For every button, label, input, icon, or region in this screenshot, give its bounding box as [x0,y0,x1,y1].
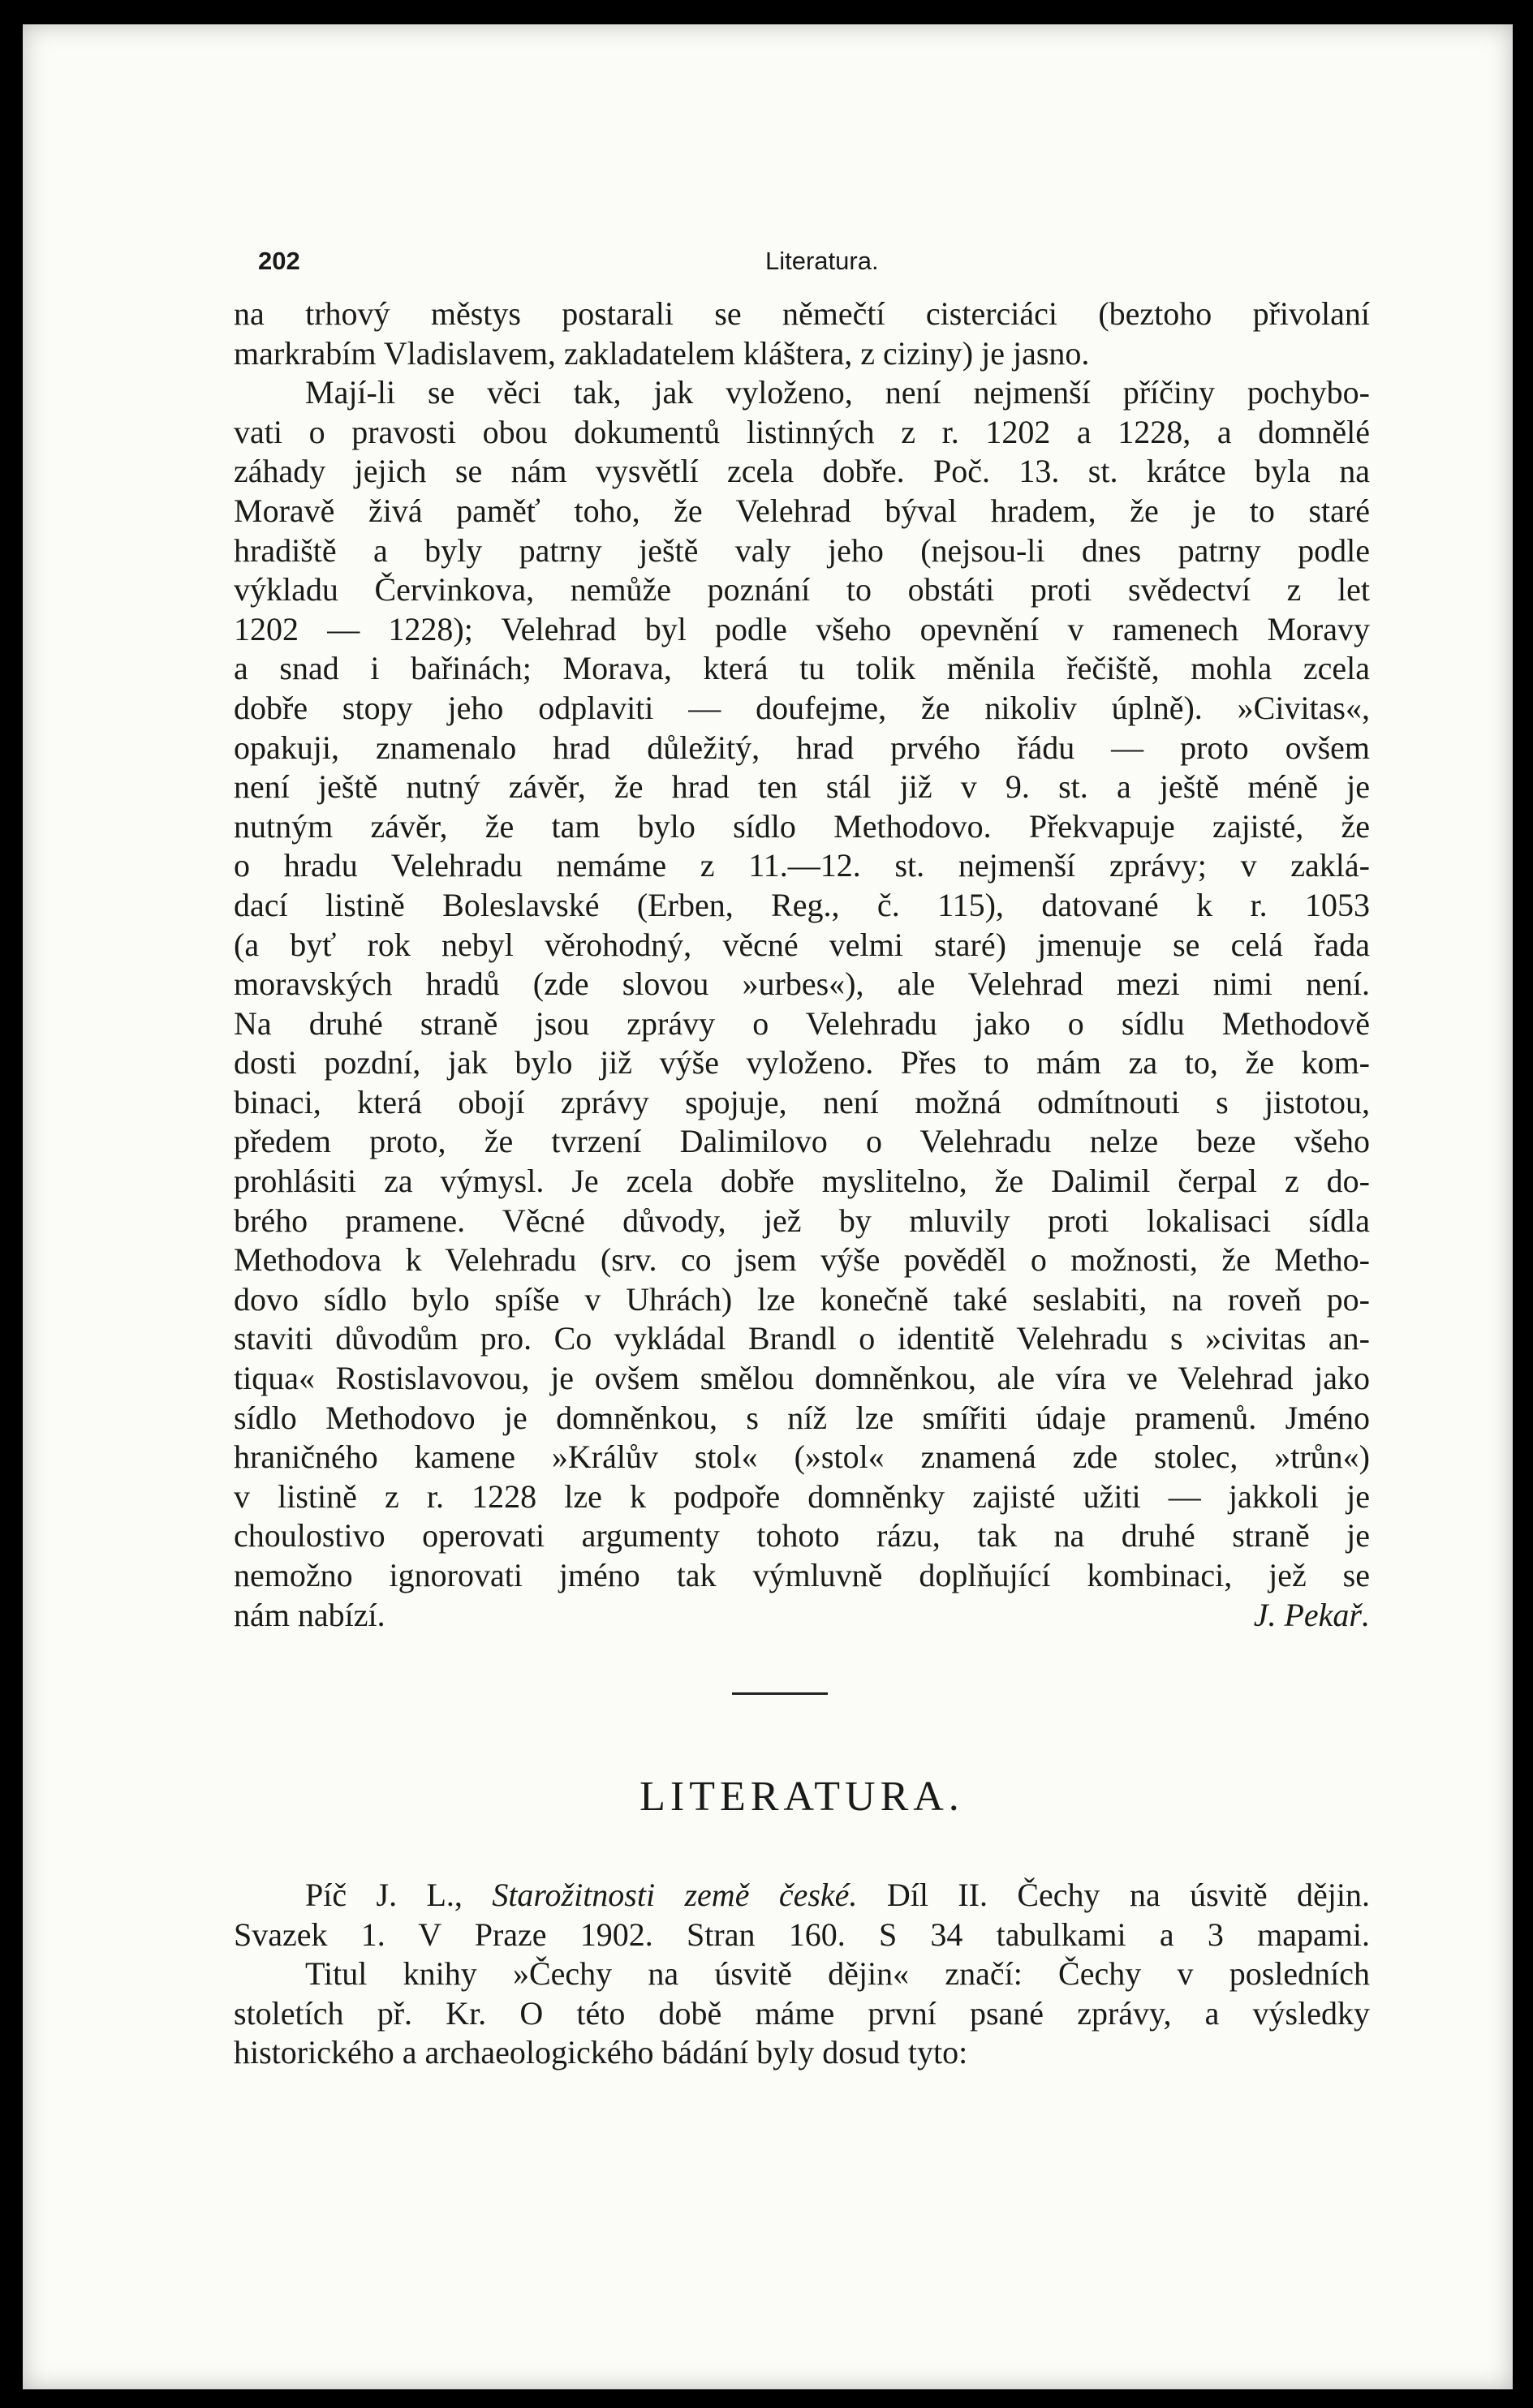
text-line: tiqua« Rostislavovou, je ovšem smělou domněnkou, ale víra ve Velehrad jako [234,1360,1370,1397]
article-body [234,295,1370,1635]
text-line: Na druhé straně jsou zprávy o Velehradu jako o sídlu Methodově [234,1004,1370,1042]
page-number: 202 [258,247,300,275]
review-author: Píč J. L., [305,1877,463,1913]
text-line: dovo sídlo bylo spíše v Uhrách) lze konečně také seslabiti, na roveň po- [234,1280,1370,1318]
text-line: v listině z r. 1228 lze k podpoře domněnky zajisté užiti — jakkoli je [234,1477,1370,1515]
text-line: hraničného kamene »Králův stol« (»stol« znamená zde stolec, »trůn«) [234,1438,1370,1476]
review-publication-line: Svazek 1. V Praze 1902. Stran 160. S 34 tabulkami a 3 mapami. [234,1916,1370,1953]
text-line: brého pramene. Věcné důvody, jež by mluvily proti lokalisaci sídla [234,1202,1370,1239]
text-line: na trhový městys postarali se němečtí cisterciáci (beztoho přivolaní [234,295,1370,332]
text-line: o hradu Velehradu nemáme z 11.—12. st. nejmenší zprávy; v zaklá- [234,847,1370,884]
text-line: nutným závěr, že tam bylo sídlo Methodovo. Překvapuje zajisté, že [234,807,1370,845]
text-line: opakuji, znamenalo hrad důležitý, hrad prvého řádu — proto ovšem [234,729,1370,766]
running-title: Literatura. [765,247,879,275]
section-divider [732,1692,828,1695]
text-line: prohlásiti za výmysl. Je zcela dobře myslitelno, že Dalimil čerpal z do- [234,1163,1370,1200]
author-signature: J. Pekař. [1253,1596,1370,1633]
text-line: dobře stopy jeho odplaviti — doufejme, že nikoliv úplně). »Civitas«, [234,689,1370,726]
review-volume: Díl II. Čechy na úsvitě dějin. [886,1877,1371,1913]
text-line: záhady jejich se nám vysvětlí zcela dobře. Poč. 13. st. krátce byla na [234,453,1370,490]
text-line: hradiště a byly patrny ještě valy jeho (nejsou-li dnes patrny podle [234,531,1370,569]
review-citation-line [234,1876,1370,1916]
text-line: Titul knihy »Čechy na úsvitě dějin« značí: Čechy v posledních [305,1955,1370,1993]
text-line: není ještě nutný závěr, že hrad ten stál již v 9. st. a ještě méně je [234,768,1370,806]
text-line: dosti pozdní, jak bylo již výše vyloženo. Přes to mám za to, že kom- [234,1044,1370,1081]
text-line: sídlo Methodovo je domněnkou, s níž lze smířiti údaje pramenů. Jméno [234,1399,1370,1436]
text-line: předem proto, že tvrzení Dalimilovo o Velehradu nelze beze všeho [234,1123,1370,1160]
text-line: moravských hradů (zde slovou »urbes«), ale Velehrad mezi nimi není. [234,965,1370,1003]
text-line [234,1596,1370,1636]
text-line: a snad i bařinách; Morava, která tu tolik měnila řečiště, mohla zcela [234,650,1370,687]
text-line: staviti důvodům pro. Co vykládal Brandl o identitě Velehradu s »civitas an- [234,1320,1370,1357]
text-line: Moravě živá paměť toho, že Velehrad býval hradem, že je to staré [234,492,1370,529]
text-line: (a byť rok nebyl věrohodný, věcné velmi staré) jmenuje se celá řada [234,926,1370,963]
text-line: dací listině Boleslavské (Erben, Reg., č. 115), datované k r. 1053 [234,886,1370,923]
text-line: historického a archaeologického bádání byly dosud tyto: [234,2034,968,2071]
text-line: Mají-li se věci tak, jak vyloženo, není nejmenší příčiny pochybo- [305,374,1370,411]
text-line: markrabím Vladislavem, zakladatelem kláštera, z ciziny) je jasno. [234,334,1090,372]
page-header [258,247,1394,287]
text-line: 1202 — 1228); Velehrad byl podle všeho opevnění v ramenech Moravy [234,610,1370,647]
text-line-last: nám nabízí. [234,1596,385,1633]
text-line: stoletích př. Kr. O této době máme první psané zprávy, a výsledky [234,1994,1370,2032]
text-line: nemožno ignorovati jméno tak výmluvně doplňující kombinaci, jež se [234,1557,1370,1593]
text-line: choulostivo operovati argumenty tohoto rázu, tak na druhé straně je [234,1517,1370,1554]
text-line: výkladu Červinkova, nemůže poznání to obstáti proti svědectví z let [234,571,1370,608]
text-line: binaci, která obojí zprávy spojuje, není možná odmítnouti s jistotou, [234,1083,1370,1120]
review-entry [234,1876,1370,2073]
review-book-title: Starožitnosti země české. [492,1877,858,1913]
text-line: Methodova k Velehradu (srv. co jsem výše pověděl o možnosti, že Metho- [234,1241,1370,1279]
section-title: LITERATURA. [639,1774,964,1820]
text-line: vati o pravosti obou dokumentů listinných z r. 1202 a 1228, a domnělé [234,413,1370,450]
